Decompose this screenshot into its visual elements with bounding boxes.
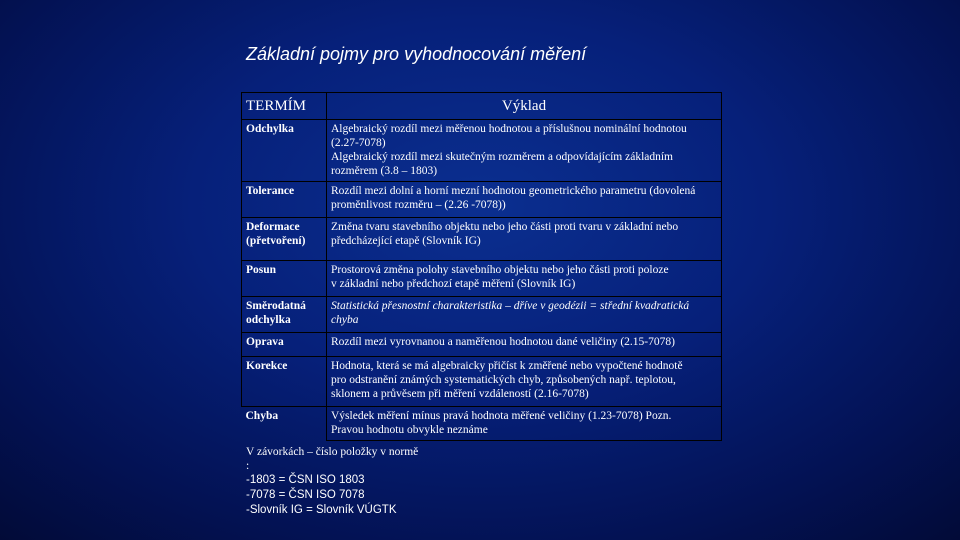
definition-cell [327,218,722,261]
definition-line: Výsledek měření mínus pravá hodnota měřené veličiny (1.23-7078) Pozn. [331,410,672,422]
definition-line: Rozdíl mezi vyrovnanou a naměřenou hodnotou dané veličiny (2.15-7078) [331,336,675,348]
definition-line: sklonem a průvěsem při měření vzdáleností (2.16-7078) [331,388,589,400]
definition-line: v základní nebo předchozí etapě měření (Slovník IG) [331,278,576,290]
definition-cell [327,407,722,441]
definition-line: rozměrem (3.8 – 1803) [331,165,438,177]
table-row [242,120,722,182]
term-cell: Chyba [242,407,327,441]
table-row [242,261,722,297]
term-cell: Posun [242,261,327,297]
table-row [242,407,722,441]
definition-line: proměnlivost rozměru – (2.26 -7078)) [331,199,506,211]
definition-cell [327,120,722,182]
term-cell: Oprava [242,333,327,357]
footnote-item: -7078 = ČSN ISO 7078 [246,489,365,501]
table-row [242,182,722,218]
term-cell: Deformace (přetvoření) [242,218,327,261]
definition-line: Změna tvaru stavebního objektu nebo jeho části proti tvaru v základní nebo [331,221,679,233]
definition-line: Prostorová změna polohy stavebního objektu nebo jeho části proti poloze [331,264,669,276]
definition-cell [327,297,722,333]
terms-table [241,92,722,441]
definition-line: Pravou hodnotu obvykle neznáme [331,424,488,436]
table-row [242,218,722,261]
definition-line: Rozdíl mezi dolní a horní mezní hodnotou geometrického parametru (dovolená [331,185,696,197]
footnote-intro: V závorkách – číslo položky v normě [246,446,419,458]
definition-line: (2.27-7078) [331,137,386,149]
table-row [242,333,722,357]
table-header-row [242,93,722,120]
slide-title: Základní pojmy pro vyhodnocování měření [246,44,587,64]
footnote-item: -Slovník IG = Slovník VÚGTK [246,504,397,516]
definition-cell [327,357,722,407]
term-cell: Směrodatná odchylka [242,297,327,333]
definition-line: Algebraický rozdíl mezi měřenou hodnotou a příslušnou nominální hodnotou [331,123,687,135]
definition-line: Hodnota, která se má algebraicky přičíst k změřené nebo vypočtené hodnotě [331,360,683,372]
definition-cell [327,261,722,297]
definition-cell [327,182,722,218]
definition-line: Algebraický rozdíl mezi skutečným rozměrem a odpovídajícím základním [331,151,674,163]
header-definition: Výklad [327,93,722,120]
definition-cell [327,333,722,357]
term-cell: Tolerance [242,182,327,218]
term-cell: Korekce [242,357,327,407]
footnotes [246,445,418,518]
table-row [242,357,722,407]
definition-line: chyba [331,314,359,326]
definition-line: předcházející etapě (Slovník IG) [331,235,481,247]
term-cell: Odchylka [242,120,327,182]
definition-line: Statistická přesnostní charakteristika – dříve v geodézii = střední kvadratická [331,300,690,312]
header-term: TERMÍM [242,93,327,120]
footnote-item: -1803 = ČSN ISO 1803 [246,474,365,486]
footnote-colon: : [246,460,250,472]
table-row [242,297,722,333]
definition-line: pro odstranění známých systematických chyb, způsobených např. teplotou, [331,374,676,386]
